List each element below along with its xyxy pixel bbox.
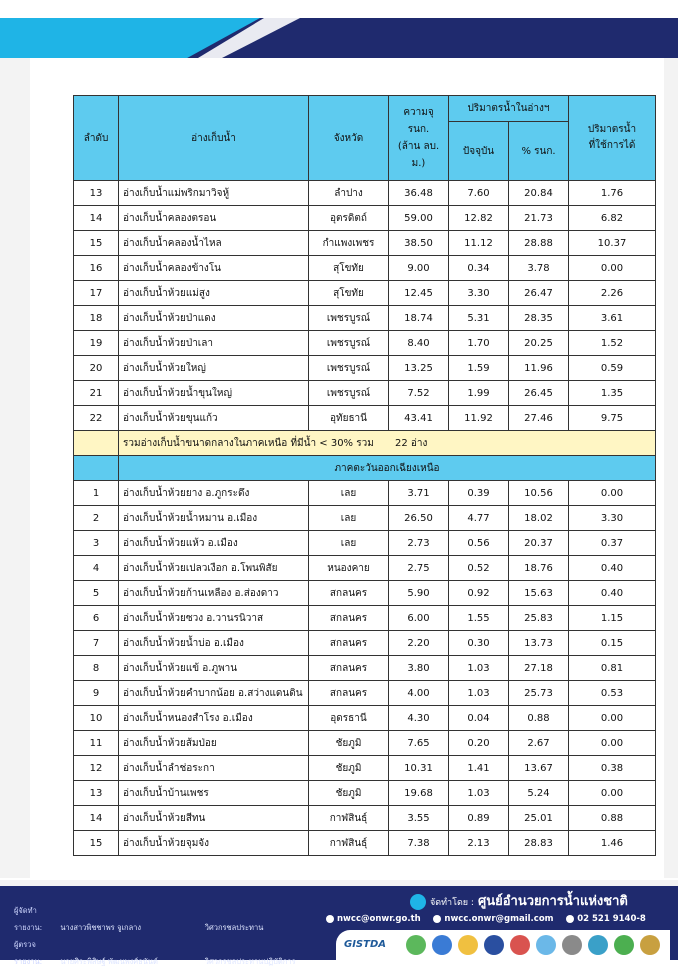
current-volume: 0.52 — [449, 556, 509, 581]
percent-capacity: 28.88 — [509, 231, 569, 256]
row-number: 15 — [74, 231, 119, 256]
summary-empty-cell — [74, 431, 119, 456]
percent-capacity: 28.83 — [509, 831, 569, 856]
capacity: 59.00 — [389, 206, 449, 231]
organization — [410, 890, 628, 911]
current-volume: 0.04 — [449, 706, 509, 731]
current-volume: 1.41 — [449, 756, 509, 781]
header-row-1 — [74, 96, 656, 122]
usable-volume: 0.59 — [569, 356, 656, 381]
current-volume: 11.12 — [449, 231, 509, 256]
province: สกลนคร — [309, 581, 389, 606]
row-number: 7 — [74, 631, 119, 656]
percent-capacity: 5.24 — [509, 781, 569, 806]
capacity: 18.74 — [389, 306, 449, 331]
credit-name: นายศิระพิสิษฐ์ พัฒนพงศ์ธนันต์ — [60, 957, 158, 966]
percent-capacity: 21.73 — [509, 206, 569, 231]
usable-volume: 0.88 — [569, 806, 656, 831]
current-volume: 1.03 — [449, 681, 509, 706]
current-volume: 2.13 — [449, 831, 509, 856]
percent-capacity: 0.88 — [509, 706, 569, 731]
region-empty-cell — [74, 456, 119, 481]
footer — [0, 880, 678, 966]
province: ชัยภูมิ — [309, 781, 389, 806]
usable-volume: 0.15 — [569, 631, 656, 656]
crest-logo-icon — [510, 935, 530, 955]
row-number: 1 — [74, 481, 119, 506]
reservoir-name: อ่างเก็บน้ำคลองตรอน — [119, 206, 309, 231]
table-row — [74, 681, 656, 706]
usable-volume: 9.75 — [569, 406, 656, 431]
table-row — [74, 381, 656, 406]
table-row — [74, 606, 656, 631]
capacity: 7.65 — [389, 731, 449, 756]
province: สกลนคร — [309, 606, 389, 631]
temple-logo-icon — [640, 935, 660, 955]
capacity: 7.38 — [389, 831, 449, 856]
usable-volume: 10.37 — [569, 231, 656, 256]
row-number: 2 — [74, 506, 119, 531]
wave-logo-icon — [432, 935, 452, 955]
reservoir-name: อ่างเก็บน้ำห้วยก้านเหลือง อ.ส่องดาว — [119, 581, 309, 606]
percent-capacity: 25.83 — [509, 606, 569, 631]
header-reservoir: อ่างเก็บน้ำ — [119, 96, 309, 181]
province: เพชรบูรณ์ — [309, 381, 389, 406]
reservoir-name: อ่างเก็บน้ำบ้านเพชร — [119, 781, 309, 806]
capacity: 43.41 — [389, 406, 449, 431]
table-row — [74, 206, 656, 231]
table-row — [74, 306, 656, 331]
reservoir-name: อ่างเก็บน้ำห้วยเปลวเงือก อ.โพนพิสัย — [119, 556, 309, 581]
table-row — [74, 331, 656, 356]
capacity: 7.52 — [389, 381, 449, 406]
reservoir-name: อ่างเก็บน้ำลำช่อระกา — [119, 756, 309, 781]
capacity: 12.45 — [389, 281, 449, 306]
current-volume: 12.82 — [449, 206, 509, 231]
usable-volume: 0.81 — [569, 656, 656, 681]
phone-link[interactable]: 02 521 9140-8 — [566, 914, 646, 924]
row-number: 22 — [74, 406, 119, 431]
capacity: 8.40 — [389, 331, 449, 356]
current-volume: 1.70 — [449, 331, 509, 356]
header-percent: % รนก. — [509, 122, 569, 181]
percent-capacity: 20.84 — [509, 181, 569, 206]
current-volume: 11.92 — [449, 406, 509, 431]
current-volume: 1.55 — [449, 606, 509, 631]
row-number: 20 — [74, 356, 119, 381]
province: เลย — [309, 481, 389, 506]
credit-role: วิศวกรชลประทาน — [204, 923, 264, 932]
contacts — [326, 914, 656, 924]
capacity: 2.20 — [389, 631, 449, 656]
row-number: 18 — [74, 306, 119, 331]
table-row — [74, 406, 656, 431]
credit-label: ผู้ตรวจรายงาน: — [14, 940, 43, 966]
region-header-row — [74, 456, 656, 481]
table-row — [74, 581, 656, 606]
summary-text: รวมอ่างเก็บน้ำขนาดกลางในภาคเหนือ ที่มีน้ำ < 30% รวม — [123, 437, 374, 449]
current-volume: 7.60 — [449, 181, 509, 206]
percent-capacity: 25.01 — [509, 806, 569, 831]
reservoir-name: อ่างเก็บน้ำแม่พริกมาวิจหู้ — [119, 181, 309, 206]
row-number: 6 — [74, 606, 119, 631]
percent-capacity: 18.02 — [509, 506, 569, 531]
leaf-logo-icon — [406, 935, 426, 955]
reservoir-name: อ่างเก็บน้ำห้วยสีทน — [119, 806, 309, 831]
phone-icon — [566, 915, 574, 923]
province: สุโขทัย — [309, 256, 389, 281]
current-volume: 5.31 — [449, 306, 509, 331]
row-number: 3 — [74, 531, 119, 556]
summary-row — [74, 431, 656, 456]
province: ชัยภูมิ — [309, 731, 389, 756]
reservoir-name: อ่างเก็บน้ำคลองน้ำไหล — [119, 231, 309, 256]
reservoir-name: อ่างเก็บน้ำห้วยน้ำหมาน อ.เมือง — [119, 506, 309, 531]
right-margin — [664, 58, 678, 878]
mail-icon — [433, 915, 441, 923]
reservoir-name: อ่างเก็บน้ำห้วยน้ำขุนใหญ่ — [119, 381, 309, 406]
province: สกลนคร — [309, 631, 389, 656]
capacity: 26.50 — [389, 506, 449, 531]
footer-top-gap — [0, 880, 678, 886]
table-row — [74, 481, 656, 506]
credit-role: วิศวกรชลประทานปฏิบัติการ — [204, 957, 296, 966]
current-volume: 3.30 — [449, 281, 509, 306]
usable-volume: 1.35 — [569, 381, 656, 406]
row-number: 13 — [74, 781, 119, 806]
percent-capacity: 26.45 — [509, 381, 569, 406]
province: อุทัยธานี — [309, 406, 389, 431]
email-link[interactable]: nwcc.onwr@gmail.com — [433, 914, 553, 924]
usable-volume: 1.52 — [569, 331, 656, 356]
row-number: 10 — [74, 706, 119, 731]
province: เพชรบูรณ์ — [309, 331, 389, 356]
percent-capacity: 28.35 — [509, 306, 569, 331]
percent-capacity: 27.46 — [509, 406, 569, 431]
reservoir-name: อ่างเก็บน้ำห้วยใหญ่ — [119, 356, 309, 381]
reservoir-name: อ่างเก็บน้ำคลองข้างโน — [119, 256, 309, 281]
current-volume: 0.20 — [449, 731, 509, 756]
table-row — [74, 556, 656, 581]
current-volume: 0.89 — [449, 806, 509, 831]
row-number: 21 — [74, 381, 119, 406]
usable-volume: 2.26 — [569, 281, 656, 306]
region-title: ภาคตะวันออกเฉียงเหนือ — [119, 456, 656, 481]
reservoir-name: อ่างเก็บน้ำห้วยป่าแดง — [119, 306, 309, 331]
row-number: 8 — [74, 656, 119, 681]
credit-label: ผู้จัดทำรายงาน: — [14, 906, 43, 932]
gear-logo-icon — [562, 935, 582, 955]
usable-volume: 0.38 — [569, 756, 656, 781]
capacity: 4.00 — [389, 681, 449, 706]
current-volume: 0.39 — [449, 481, 509, 506]
table-row — [74, 756, 656, 781]
table-row — [74, 181, 656, 206]
province: หนองคาย — [309, 556, 389, 581]
credits — [14, 902, 296, 970]
reservoir-name: อ่างเก็บน้ำห้วยส้มป่อย — [119, 731, 309, 756]
credit-preparer — [14, 902, 296, 936]
table-row — [74, 631, 656, 656]
header-usable: ปริมาตรน้ำ ที่ใช้การได้ — [569, 96, 656, 181]
globe-icon — [326, 915, 334, 923]
globe-logo-icon — [588, 935, 608, 955]
summary-cell — [119, 431, 656, 456]
table-row — [74, 231, 656, 256]
table-row — [74, 731, 656, 756]
tree-logo-icon — [614, 935, 634, 955]
percent-capacity: 13.67 — [509, 756, 569, 781]
usable-volume: 0.00 — [569, 706, 656, 731]
percent-capacity: 27.18 — [509, 656, 569, 681]
row-number: 14 — [74, 206, 119, 231]
northeast-rows — [74, 481, 656, 856]
row-number: 13 — [74, 181, 119, 206]
reservoir-name: อ่างเก็บน้ำห้วยป่าเลา — [119, 331, 309, 356]
row-number: 14 — [74, 806, 119, 831]
row-number: 12 — [74, 756, 119, 781]
seal-logo-icon — [484, 935, 504, 955]
capacity: 2.75 — [389, 556, 449, 581]
header-volume-group: ปริมาตรน้ำในอ่างฯ — [449, 96, 569, 122]
percent-capacity: 25.73 — [509, 681, 569, 706]
capacity: 2.73 — [389, 531, 449, 556]
drop-logo-icon — [536, 935, 556, 955]
usable-volume: 3.30 — [569, 506, 656, 531]
percent-capacity: 26.47 — [509, 281, 569, 306]
capacity: 3.55 — [389, 806, 449, 831]
current-volume: 0.92 — [449, 581, 509, 606]
row-number: 17 — [74, 281, 119, 306]
usable-volume: 0.40 — [569, 556, 656, 581]
capacity: 3.71 — [389, 481, 449, 506]
percent-capacity: 18.76 — [509, 556, 569, 581]
table-row — [74, 256, 656, 281]
percent-capacity: 11.96 — [509, 356, 569, 381]
gistda-logo: GISTDA — [344, 939, 386, 950]
percent-capacity: 15.63 — [509, 581, 569, 606]
province: กาฬสินธุ์ — [309, 831, 389, 856]
usable-volume: 6.82 — [569, 206, 656, 231]
reservoir-table — [73, 95, 656, 856]
row-number: 5 — [74, 581, 119, 606]
usable-volume: 0.00 — [569, 781, 656, 806]
percent-capacity: 10.56 — [509, 481, 569, 506]
capacity: 38.50 — [389, 231, 449, 256]
table-row — [74, 781, 656, 806]
current-volume: 4.77 — [449, 506, 509, 531]
reservoir-name: อ่างเก็บน้ำห้วยยาง อ.ภูกระดึง — [119, 481, 309, 506]
table-row — [74, 531, 656, 556]
table-row — [74, 506, 656, 531]
partner-logos — [336, 930, 670, 960]
province: เพชรบูรณ์ — [309, 356, 389, 381]
usable-volume: 0.37 — [569, 531, 656, 556]
current-volume: 1.99 — [449, 381, 509, 406]
percent-capacity: 13.73 — [509, 631, 569, 656]
water-drop-icon — [410, 894, 426, 910]
capacity: 13.25 — [389, 356, 449, 381]
table-row — [74, 806, 656, 831]
usable-volume: 3.61 — [569, 306, 656, 331]
percent-capacity: 20.37 — [509, 531, 569, 556]
reservoir-name: อ่างเก็บน้ำห้วยคำบากน้อย อ.สว่างแดนดิน — [119, 681, 309, 706]
table-row — [74, 706, 656, 731]
emblem-logo-icon — [458, 935, 478, 955]
capacity: 6.00 — [389, 606, 449, 631]
capacity: 9.00 — [389, 256, 449, 281]
current-volume: 1.03 — [449, 656, 509, 681]
reservoir-name: อ่างเก็บน้ำห้วยซวง อ.วานรนิวาส — [119, 606, 309, 631]
usable-volume: 1.76 — [569, 181, 656, 206]
website-link[interactable]: nwcc@onwr.go.th — [326, 914, 421, 924]
reservoir-name: อ่างเก็บน้ำห้วยขุนแก้ว — [119, 406, 309, 431]
top-banner — [0, 0, 678, 58]
reservoir-name: อ่างเก็บน้ำห้วยแม่สูง — [119, 281, 309, 306]
usable-volume: 1.15 — [569, 606, 656, 631]
current-volume: 0.56 — [449, 531, 509, 556]
usable-volume: 0.00 — [569, 256, 656, 281]
capacity: 3.80 — [389, 656, 449, 681]
summary-section — [74, 431, 656, 481]
province: เลย — [309, 506, 389, 531]
org-prefix: จัดทำโดย : — [430, 898, 474, 908]
table-row — [74, 281, 656, 306]
header-current: ปัจจุบัน — [449, 122, 509, 181]
capacity: 5.90 — [389, 581, 449, 606]
reservoir-name: อ่างเก็บน้ำห้วยแข้ อ.ภูพาน — [119, 656, 309, 681]
usable-volume: 0.40 — [569, 581, 656, 606]
credit-name: นางสาวพิชชาพร จูเกลาง — [60, 923, 142, 932]
table-row — [74, 656, 656, 681]
north-rows — [74, 181, 656, 431]
province: กาฬสินธุ์ — [309, 806, 389, 831]
province: ชัยภูมิ — [309, 756, 389, 781]
org-name: ศูนย์อำนวยการน้ำแห่งชาติ — [477, 894, 628, 909]
top-white-band — [0, 0, 678, 18]
reservoir-name: อ่างเก็บน้ำห้วยน้ำบ่อ อ.เมือง — [119, 631, 309, 656]
usable-volume: 0.00 — [569, 731, 656, 756]
province: เพชรบูรณ์ — [309, 306, 389, 331]
percent-capacity: 2.67 — [509, 731, 569, 756]
header-capacity: ความจุ รนก. (ล้าน ลบ. ม.) — [389, 96, 449, 181]
province: สกลนคร — [309, 681, 389, 706]
reservoir-name: อ่างเก็บน้ำห้วยจุมจัง — [119, 831, 309, 856]
current-volume: 0.34 — [449, 256, 509, 281]
capacity: 19.68 — [389, 781, 449, 806]
usable-volume: 0.00 — [569, 481, 656, 506]
current-volume: 1.03 — [449, 781, 509, 806]
province: ลำปาง — [309, 181, 389, 206]
province: อุตรดิตถ์ — [309, 206, 389, 231]
row-number: 19 — [74, 331, 119, 356]
left-margin — [0, 58, 30, 878]
percent-capacity: 3.78 — [509, 256, 569, 281]
current-volume: 0.30 — [449, 631, 509, 656]
province: เลย — [309, 531, 389, 556]
current-volume: 1.59 — [449, 356, 509, 381]
row-number: 9 — [74, 681, 119, 706]
row-number: 16 — [74, 256, 119, 281]
header-province: จังหวัด — [309, 96, 389, 181]
province: กำแพงเพชร — [309, 231, 389, 256]
capacity: 10.31 — [389, 756, 449, 781]
usable-volume: 0.53 — [569, 681, 656, 706]
capacity: 36.48 — [389, 181, 449, 206]
credit-reviewer — [14, 936, 296, 970]
province: สุโขทัย — [309, 281, 389, 306]
province: อุดรธานี — [309, 706, 389, 731]
row-number: 11 — [74, 731, 119, 756]
usable-volume: 1.46 — [569, 831, 656, 856]
reservoir-name: อ่างเก็บน้ำหนองสำโรง อ.เมือง — [119, 706, 309, 731]
summary-count: 22 อ่าง — [395, 437, 428, 449]
province: สกลนคร — [309, 656, 389, 681]
row-number: 4 — [74, 556, 119, 581]
header-no: ลำดับ — [74, 96, 119, 181]
percent-capacity: 20.25 — [509, 331, 569, 356]
capacity: 4.30 — [389, 706, 449, 731]
reservoir-name: อ่างเก็บน้ำห้วยแห้ว อ.เมือง — [119, 531, 309, 556]
row-number: 15 — [74, 831, 119, 856]
table-row — [74, 356, 656, 381]
table-row — [74, 831, 656, 856]
